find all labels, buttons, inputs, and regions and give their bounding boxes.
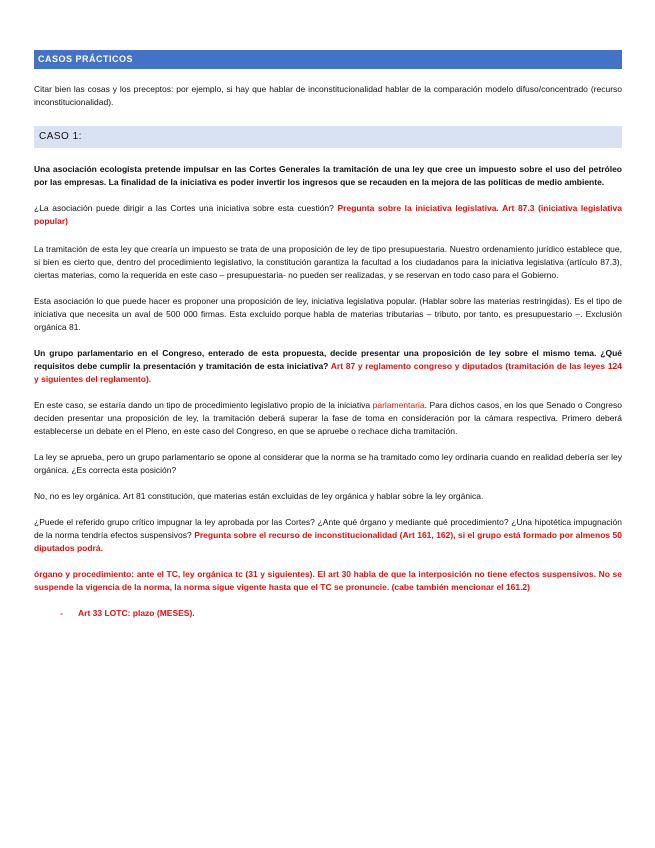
bullet-marker: - (60, 608, 63, 618)
answer-2-before: En este caso, se estaría dando un tipo de procedimiento legislativo propio de la iniciativa (34, 400, 371, 410)
section-title-bar: CASOS PRÁCTICOS (34, 50, 622, 69)
question-4 (34, 516, 622, 555)
answer-2 (34, 399, 622, 438)
answer-1-paragraph-2: Esta asociación lo que puede hacer es proponer una proposición de ley, iniciativa legislativa popular. (Hablar sobre las materias restringidas). Es el tipo de iniciativa que necesita un aval de 500 000 firmas. Esta excluido porque habla de materias tributarias – tributo, por tanto, es presupuestario –. Exclusión orgánica 81. (34, 296, 622, 332)
question-1 (34, 202, 622, 228)
bullet-item (34, 607, 622, 620)
question-1-text: ¿La asociación puede dirigir a las Cortes una iniciativa sobre esta cuestión? (34, 203, 334, 213)
document-page (34, 50, 622, 620)
question-4-hint: Pregunta sobre el recurso de inconstitucionalidad (Art 161, 162), si el grupo está formado por almenos 50 diputados podrá. (34, 530, 623, 553)
answer-4: órgano y procedimiento: ante el TC, ley orgánica tc (31 y siguientes). El art 30 habla de que la interposición no tiene efectos suspensivos. No se suspende la vigencia de la norma, la norma sigue vigente hasta que el TC se pronuncie. (cabe también mencionar el 161.2) (34, 569, 622, 592)
case-statement: Una asociación ecologista pretende impulsar en las Cortes Generales la tramitación de una ley que cree un impuesto sobre el uso del petróleo por las empresas. La finalidad de la iniciativa es poder invertir los ingresos que se recauden en la mejora de las políticas de medio ambiente. (34, 164, 622, 187)
intro-paragraph: Citar bien las cosas y los preceptos: por ejemplo, si hay que hablar de inconstitucionalidad hablar de la comparación modelo difuso/concentrado (recurso inconstitucionalidad). (34, 84, 622, 107)
question-4-text: ¿Puede el referido grupo crítico impugnar la ley aprobada por las Cortes? ¿Ante qué órgano y mediante qué procedimiento? ¿Una hipotética impugnación de la norma tendría efectos suspensivos? (34, 517, 622, 540)
bullet-text: Art 33 LOTC: plazo (MESES). (78, 608, 195, 618)
case-heading: CASO 1: (34, 126, 622, 148)
question-1-hint: Pregunta sobre la iniciativa legislativa. Art 87.3 (iniciativa legislativa popular) (34, 203, 622, 226)
answer-1-paragraph-1: La tramitación de esta ley que crearía un impuesto se trata de una proposición de ley de tipo presupuestaria. Nuestro ordenamiento jurídico establece que, si bien es cierto que, dentro del procedimiento legislativo, la constitución garantiza la facultad a los ciudadanos para la iniciativa legislativa (artículo 87.3), ciertas materias, como la requerida en este caso – presupuestaria- no pueden ser realizadas, y se reservan en todo caso para el Gobierno. (34, 244, 622, 280)
question-2-text: Un grupo parlamentario en el Congreso, enterado de esta propuesta, decide presentar una proposición de ley sobre el mismo tema. ¿Qué requisitos debe cumplir la presentación y tramitación de esta iniciativa? (34, 348, 622, 371)
question-2-hint: Art 87 y reglamento congreso y diputados (tramitación de las leyes 124 y siguientes del reglamento). (34, 361, 622, 384)
answer-2-after: . Para dichos casos, en los que Senado o Congreso deciden presentar una proposición de ley, la tramitación deberá superar la fase de toma en consideración por la cámara respectiva. Primero deberá establecerse un debate en el Pleno, en este caso del Congreso, en que se apruebe o rechace dicha tramitación. (34, 400, 622, 436)
answer-2-highlight: parlamentaria (372, 400, 425, 410)
question-2 (34, 347, 622, 386)
answer-3: No, no es ley orgánica. Art 81 constitución, que materias están excluidas de ley orgánica y hablar sobre la ley orgánica. (34, 491, 484, 501)
question-3: La ley se aprueba, pero un grupo parlamentario se opone al considerar que la norma se ha tramitado como ley ordinaria cuando en realidad debería ser ley orgánica. ¿Es correcta esta posición? (34, 452, 622, 475)
